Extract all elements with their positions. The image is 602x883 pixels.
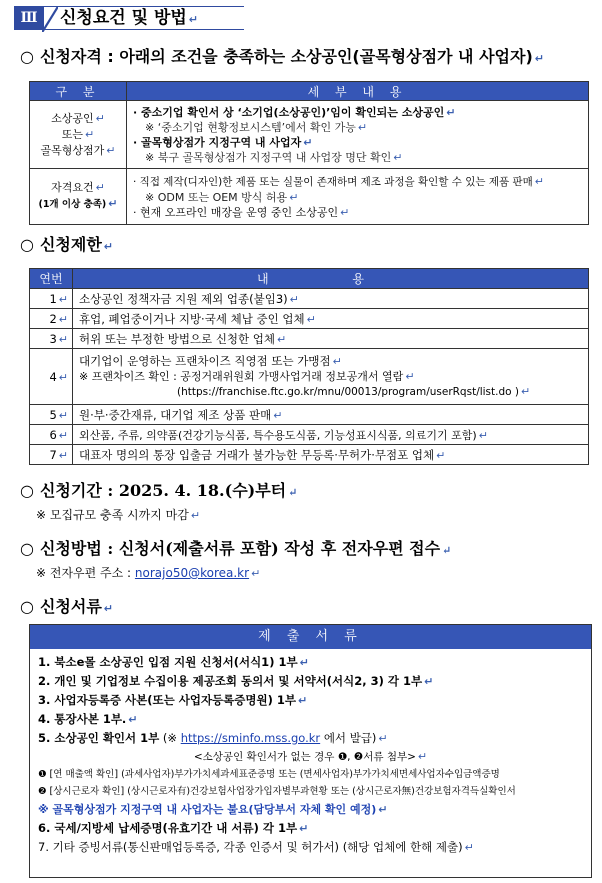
section-number: Ⅲ [14, 6, 44, 30]
list-item: 2. 개인 및 기업정보 수집이용 제공조회 동의서 및 서약서(서식2, 3) 각 1부 ↵ [38, 674, 434, 688]
documents-box [29, 624, 592, 878]
documents-box-title: 제 출 서 류 [30, 625, 591, 649]
column-header: 구 분 [30, 82, 127, 101]
divider [42, 6, 58, 32]
email-link[interactable]: norajo50@korea.kr [134, 566, 250, 580]
column-header: 연번 [30, 269, 73, 289]
list-item: <소상공인 확인서가 없는 경우 ❶, ❷서류 첨부> ↵ [193, 750, 428, 763]
row-detail: · 중소기업 확인서 상 ‘소기업(소상공인)’임이 확인되는 소상공인 ↵ ※ ‘중소기업 현황정보시스템’에서 확인 가능 ↵ · 골목형상점가 지정구역 내 사업자 ↵ ※ 북구 골목형상점가 지정구역 내 사업장 명단 확인 ↵ [127, 101, 589, 169]
restrictions-table [29, 268, 589, 465]
column-header: 내 용 [73, 269, 589, 289]
section-title: 신청요건 및 방법 ↵ [60, 8, 199, 28]
row-label: 자격요건 ↵ (1개 이상 충족) ↵ [30, 169, 127, 225]
list-item: 4. 통장사본 1부. ↵ [38, 712, 138, 726]
method-note: ※ 전자우편 주소 : norajo50@korea.kr ↵ [36, 566, 261, 580]
table-row: 1 ↵ 소상공인 정책자금 지원 제외 업종(붙임3) ↵ [30, 289, 589, 309]
table-row: 5 ↵ 원·부·중간재류, 대기업 제조 상품 판매 ↵ [30, 405, 589, 425]
table-row: 7 ↵ 대표자 명의의 통장 입출금 거래가 불가능한 무등록·무허가·무점포 업체 ↵ [30, 445, 589, 465]
list-item: 1. 북소e몰 소상공인 입점 지원 신청서(서식1) 1부 ↵ [38, 655, 309, 669]
row-label: 소상공인 ↵ 또는 ↵ 골목형상점가 ↵ [30, 101, 127, 169]
table-row: 4 ↵ 대기업이 운영하는 프랜차이즈 직영점 또는 가맹점 ↵ ※ 프랜차이즈 확인 : 공정거래위원회 가맹사업거래 정보공개서 열람 ↵ (https://franchise.ftc.go.kr/mnu/00013/program/userRqst/list.do ) ↵ [30, 349, 589, 405]
sminfo-link[interactable]: https://sminfo.mss.go.kr [180, 731, 321, 745]
eligibility-heading: ○ 신청자격 : 아래의 조건을 충족하는 소상공인(골목형상점가 내 사업자) ↵ [20, 47, 544, 66]
list-item: 5. 소상공인 확인서 1부 (※ https://sminfo.mss.go.kr 에서 발급) ↵ [38, 731, 388, 745]
table-row: 3 ↵ 허위 또는 부정한 방법으로 신청한 업체 ↵ [30, 329, 589, 349]
row-detail: · 직접 제작(디자인)한 제품 또는 실물이 존재하며 제조 과정을 확인할 수 있는 제품 판매 ↵ ※ ODM 또는 OEM 방식 허용 ↵ · 현재 오프라인 매장을 운영 중인 소상공인 ↵ [127, 169, 589, 225]
list-item: 7. 기타 증빙서류(통신판매업등록증, 각종 인증서 및 허가서) (해당 업체에 한해 제출) ↵ [38, 840, 474, 854]
list-item: ❶ [연 매출액 확인] (과세사업자)부가가치세과세표준증명 또는 (면세사업자)부가가치세면세사업자수입금액증명 [38, 769, 500, 780]
list-item: ❷ [상시근로자 확인] (상시근로자有)건강보험사업장가입자별부과현황 또는 (상시근로자無)건강보험자격득실확인서 [38, 786, 516, 797]
method-heading: ○ 신청방법 : 신청서(제출서류 포함) 작성 후 전자우편 접수 ↵ [20, 539, 452, 558]
eligibility-table [29, 81, 589, 225]
list-item: 3. 사업자등록증 사본(또는 사업자등록증명원) 1부 ↵ [38, 693, 308, 707]
table-row: 6 ↵ 외산품, 주류, 의약품(건강기능식품, 특수용도식품, 기능성표시식품, 의료기기 포함) ↵ [30, 425, 589, 445]
period-heading: ○ 신청기간 : 2025. 4. 18.(수)부터 ↵ [20, 481, 298, 500]
list-item: ※ 골목형상점가 지정구역 내 사업자는 불요(담당부서 자체 확인 예정) ↵ [38, 803, 388, 816]
list-item: 6. 국세/지방세 납세증명(유효기간 내 서류) 각 1부 ↵ [38, 821, 309, 835]
restrictions-heading: ○ 신청제한 ↵ [20, 235, 114, 254]
documents-heading: ○ 신청서류 ↵ [20, 597, 114, 616]
column-header: 세 부 내 용 [127, 82, 589, 101]
period-note: ※ 모집규모 충족 시까지 마감 ↵ [36, 508, 201, 522]
section-header [14, 6, 246, 34]
table-row: 2 ↵ 휴업, 폐업중이거나 지방·국세 체납 중인 업체 ↵ [30, 309, 589, 329]
